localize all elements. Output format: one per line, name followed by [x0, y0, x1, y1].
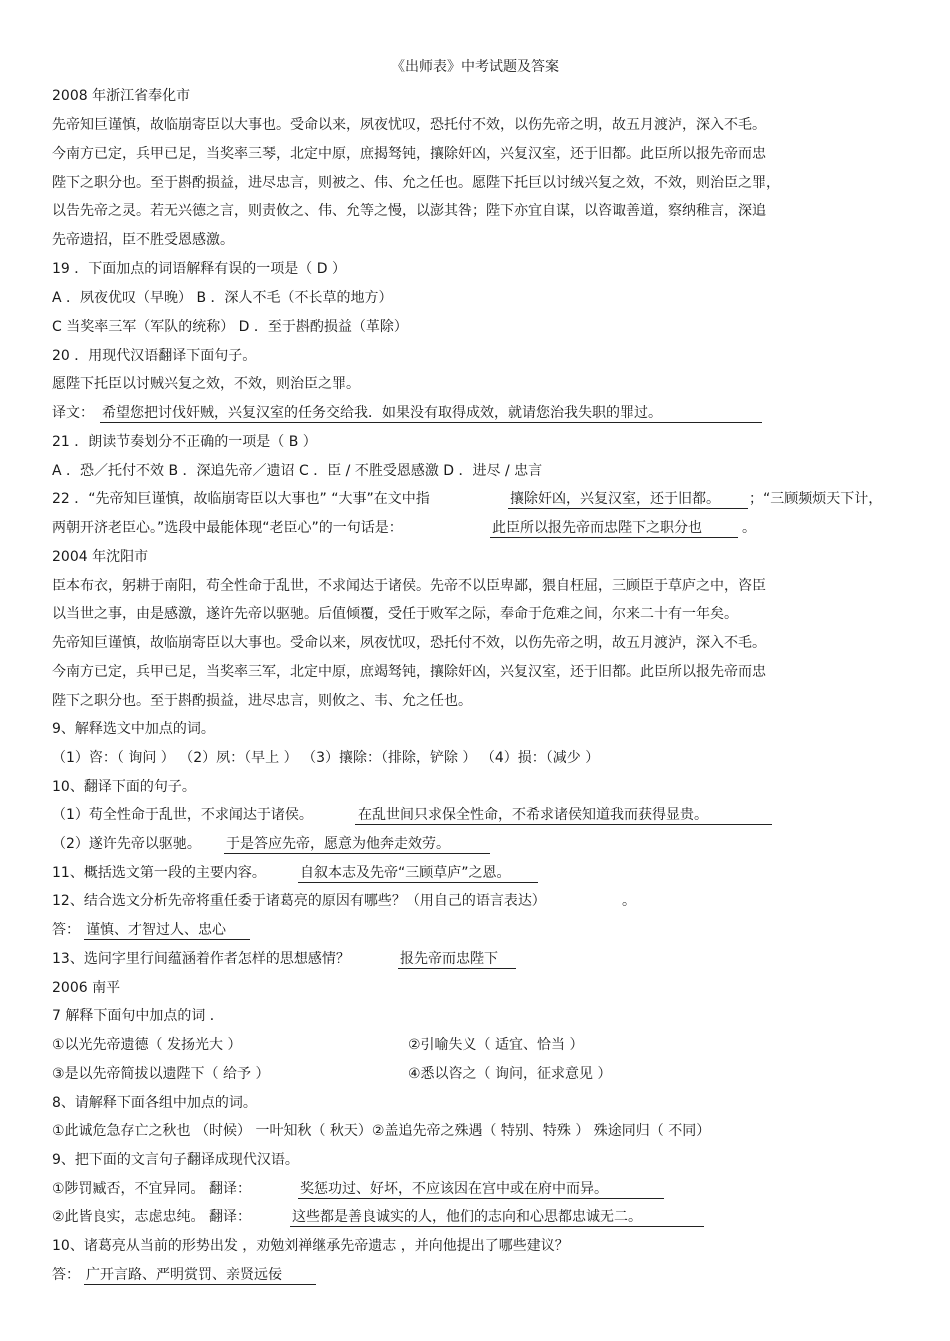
section-heading-2004: 2004 年沈阳市 — [52, 549, 149, 565]
answer-underline — [398, 968, 516, 969]
passage-line: 以当世之事，由是感激，遂许先帝以驱驰。后值倾覆，受任于败军之际，奉命于危难之间，尔来二十有一年矣。 — [52, 606, 738, 622]
question-21: 21 ．朗读节奏划分不正确的一项是（ B ） — [52, 434, 317, 450]
question-19-options-cd: C 当奖率三军（军队的统称） D ．至于斟酌损益（革除） — [52, 319, 408, 335]
question-13: 13、选问字里行间蕴涵着作者怎样的思想感情？ — [52, 951, 350, 967]
passage-line: 以告先帝之灵。若无兴德之言，则责攸之、伟、允等之慢，以澎其咎；陛下亦宜自谋，以咨诹善道，察纳稚言，深追 — [52, 203, 766, 219]
question-10-2: （2）遂许先帝以驱驰。 — [52, 836, 201, 852]
answer-underline — [84, 939, 250, 940]
answer-underline — [298, 882, 538, 883]
question-9-2: ②此皆良实，志虑忠纯。 翻译： — [52, 1209, 252, 1225]
answer-11: 自叙本志及先帝“三顾草庐”之恩。 — [300, 865, 511, 881]
question-10-1: （1）苟全性命于乱世，不求闻达于诸侯。 — [52, 807, 313, 823]
passage-line: 陛下之职分也。至于斟酌损益，进尽忠言，则被之、伟、允之任也。愿陛下托巨以讨绒兴复之效，不效，则治臣之罪， — [52, 175, 780, 191]
answer-underline — [298, 1198, 664, 1199]
answer-22-2: 此臣所以报先帝而忠陛下之职分也 — [492, 520, 702, 536]
answer-9-1: 奖惩功过、好坏，不应该因在宫中或在府中而异。 — [300, 1181, 608, 1197]
question-8-answers: ①此诚危急存亡之秋也 （时候） 一叶知秋（ 秋天）②盖追先帝之殊遇（ 特别、特殊 ） 殊途同归（ 不同） — [52, 1123, 711, 1139]
section-heading-2006: 2006 南平 — [52, 980, 121, 996]
question-7-item-1: ①以光先帝遗德（ 发扬光大 ） — [52, 1037, 242, 1053]
question-7-item-4: ④悉以咨之（ 询问，征求意见 ） — [408, 1066, 612, 1082]
answer-underline — [490, 537, 738, 538]
question-9: 9、解释选文中加点的词。 — [52, 721, 215, 737]
answer-20-prefix: 译文： — [52, 405, 94, 421]
question-21-options: A ．恐／托付不效 B ．深追先帝／遗诏 C ．臣 / 不胜受恩感激 D ．进尽 / 忠言 — [52, 463, 543, 479]
answer-underline — [290, 1226, 704, 1227]
question-7-item-2: ②引喻失义（ 适宜、恰当 ） — [408, 1037, 584, 1053]
answer-10: 广开言路、严明赏罚、亲贤远佞 — [86, 1267, 282, 1283]
question-22-text-2: 两朝开济老臣心。”选段中最能体现“老臣心”的一句话是： — [52, 520, 403, 536]
question-9-1: ①陟罚臧否，不宜异同。 翻译： — [52, 1181, 252, 1197]
answer-10-prefix: 答： — [52, 1267, 80, 1283]
passage-line: 今南方已定，兵甲已足，当奖率三军，北定中原，庶竭驽钝，攘除奸凶，兴复汉室，还于旧都。此臣所以报先帝而忠 — [52, 664, 766, 680]
passage-line: 陛下之职分也。至于斟酌损益，进尽忠言，则攸之、韦、允之任也。 — [52, 693, 472, 709]
passage-line: 先帝知巨谨慎，故临崩寄臣以大事也。受命以来，夙夜忧叹，恐托付不效，以伤先帝之明，故五月渡泸，深入不毛。 — [52, 117, 766, 133]
answer-10-2: 于是答应先帝，愿意为他奔走效劳。 — [226, 836, 450, 852]
answer-12-prefix: 答： — [52, 922, 80, 938]
question-20-sentence: 愿陛下托臣以讨贼兴复之效，不效，则治臣之罪。 — [52, 376, 360, 392]
answer-22-1: 攘除奸凶，兴复汉室，还于旧都。 — [510, 491, 720, 507]
document-title: 《出师表》中考试题及答案 — [391, 59, 559, 75]
question-22-text: 22 ．“先帝知巨谨慎，故临崩寄臣以大事也” “大事”在文中指 — [52, 491, 430, 507]
question-9-translate: 9、把下面的文言句子翻译成现代汉语。 — [52, 1152, 299, 1168]
passage-line: 今南方已定，兵甲已足，当奖率三琴，北定中原，庶揭驽钝，攘除奸凶，兴复汉室，还于旧都。此臣所以报先帝而忠 — [52, 146, 766, 162]
passage-line: 先帝遗招，臣不胜受恩感激。 — [52, 232, 234, 248]
question-9-answers: （1）咨：（ 询问 ） （2）夙：（早上 ） （3）攘除：（排除，铲除 ） （4）损：（减少 ） — [52, 750, 600, 766]
question-7: 7 解释下面句中加点的词 ． — [52, 1008, 224, 1024]
passage-line: 先帝知巨谨慎，故临崩寄臣以大事也。受命以来，夙夜忧叹，恐托付不效，以伤先帝之明，故五月渡泸，深入不毛。 — [52, 635, 766, 651]
answer-underline — [84, 1284, 316, 1285]
question-8: 8、请解释下面各组中加点的词。 — [52, 1095, 257, 1111]
question-12-end: 。 — [622, 893, 636, 909]
answer-9-2: 这些都是善良诚实的人，他们的志向和心思都忠诚无二。 — [292, 1209, 642, 1225]
question-10-suggestions: 10、诸葛亮从当前的形势出发 ，劝勉刘禅继承先帝遗志 ，并向他提出了哪些建议？ — [52, 1238, 569, 1254]
answer-underline — [508, 508, 748, 509]
question-12: 12、结合选文分析先帝将重任委于诸葛亮的原因有哪些？（用自己的语言表达） — [52, 893, 546, 909]
answer-underline — [100, 422, 762, 423]
question-11: 11、概括选文第一段的主要内容。 — [52, 865, 266, 881]
question-22-end: 。 — [742, 520, 756, 536]
answer-12: 谨慎、才智过人、忠心 — [86, 922, 226, 938]
answer-underline — [355, 824, 772, 825]
question-20: 20 ．用现代汉语翻译下面句子。 — [52, 348, 257, 364]
answer-underline — [224, 853, 490, 854]
question-7-item-3: ③是以先帝简拔以遗陛下（ 给予 ） — [52, 1066, 270, 1082]
passage-line: 臣本布衣，躬耕于南阳，苟全性命于乱世，不求闻达于诸侯。先帝不以臣卑鄙，猥自枉屈，三顾臣于草庐之中，咨臣 — [52, 578, 766, 594]
answer-10-1: 在乱世间只求保全性命，不希求诸侯知道我而获得显贵。 — [358, 807, 708, 823]
question-19-options-ab: A ．夙夜优叹（早晚） B ．深人不毛（不长草的地方） — [52, 290, 393, 306]
answer-13: 报先帝而忠陛下 — [400, 951, 498, 967]
section-heading-2008: 2008 年浙江省奉化市 — [52, 88, 191, 104]
question-10: 10、翻译下面的句子。 — [52, 779, 196, 795]
question-22-text-cont: ；“三顾频烦天下计， — [749, 491, 883, 507]
answer-20: 希望您把讨伐奸贼，兴复汉室的任务交给我．如果没有取得成效，就请您治我失职的罪过。 — [102, 405, 662, 421]
question-19: 19 ．下面加点的词语解释有误的一项是（ D ） — [52, 261, 346, 277]
